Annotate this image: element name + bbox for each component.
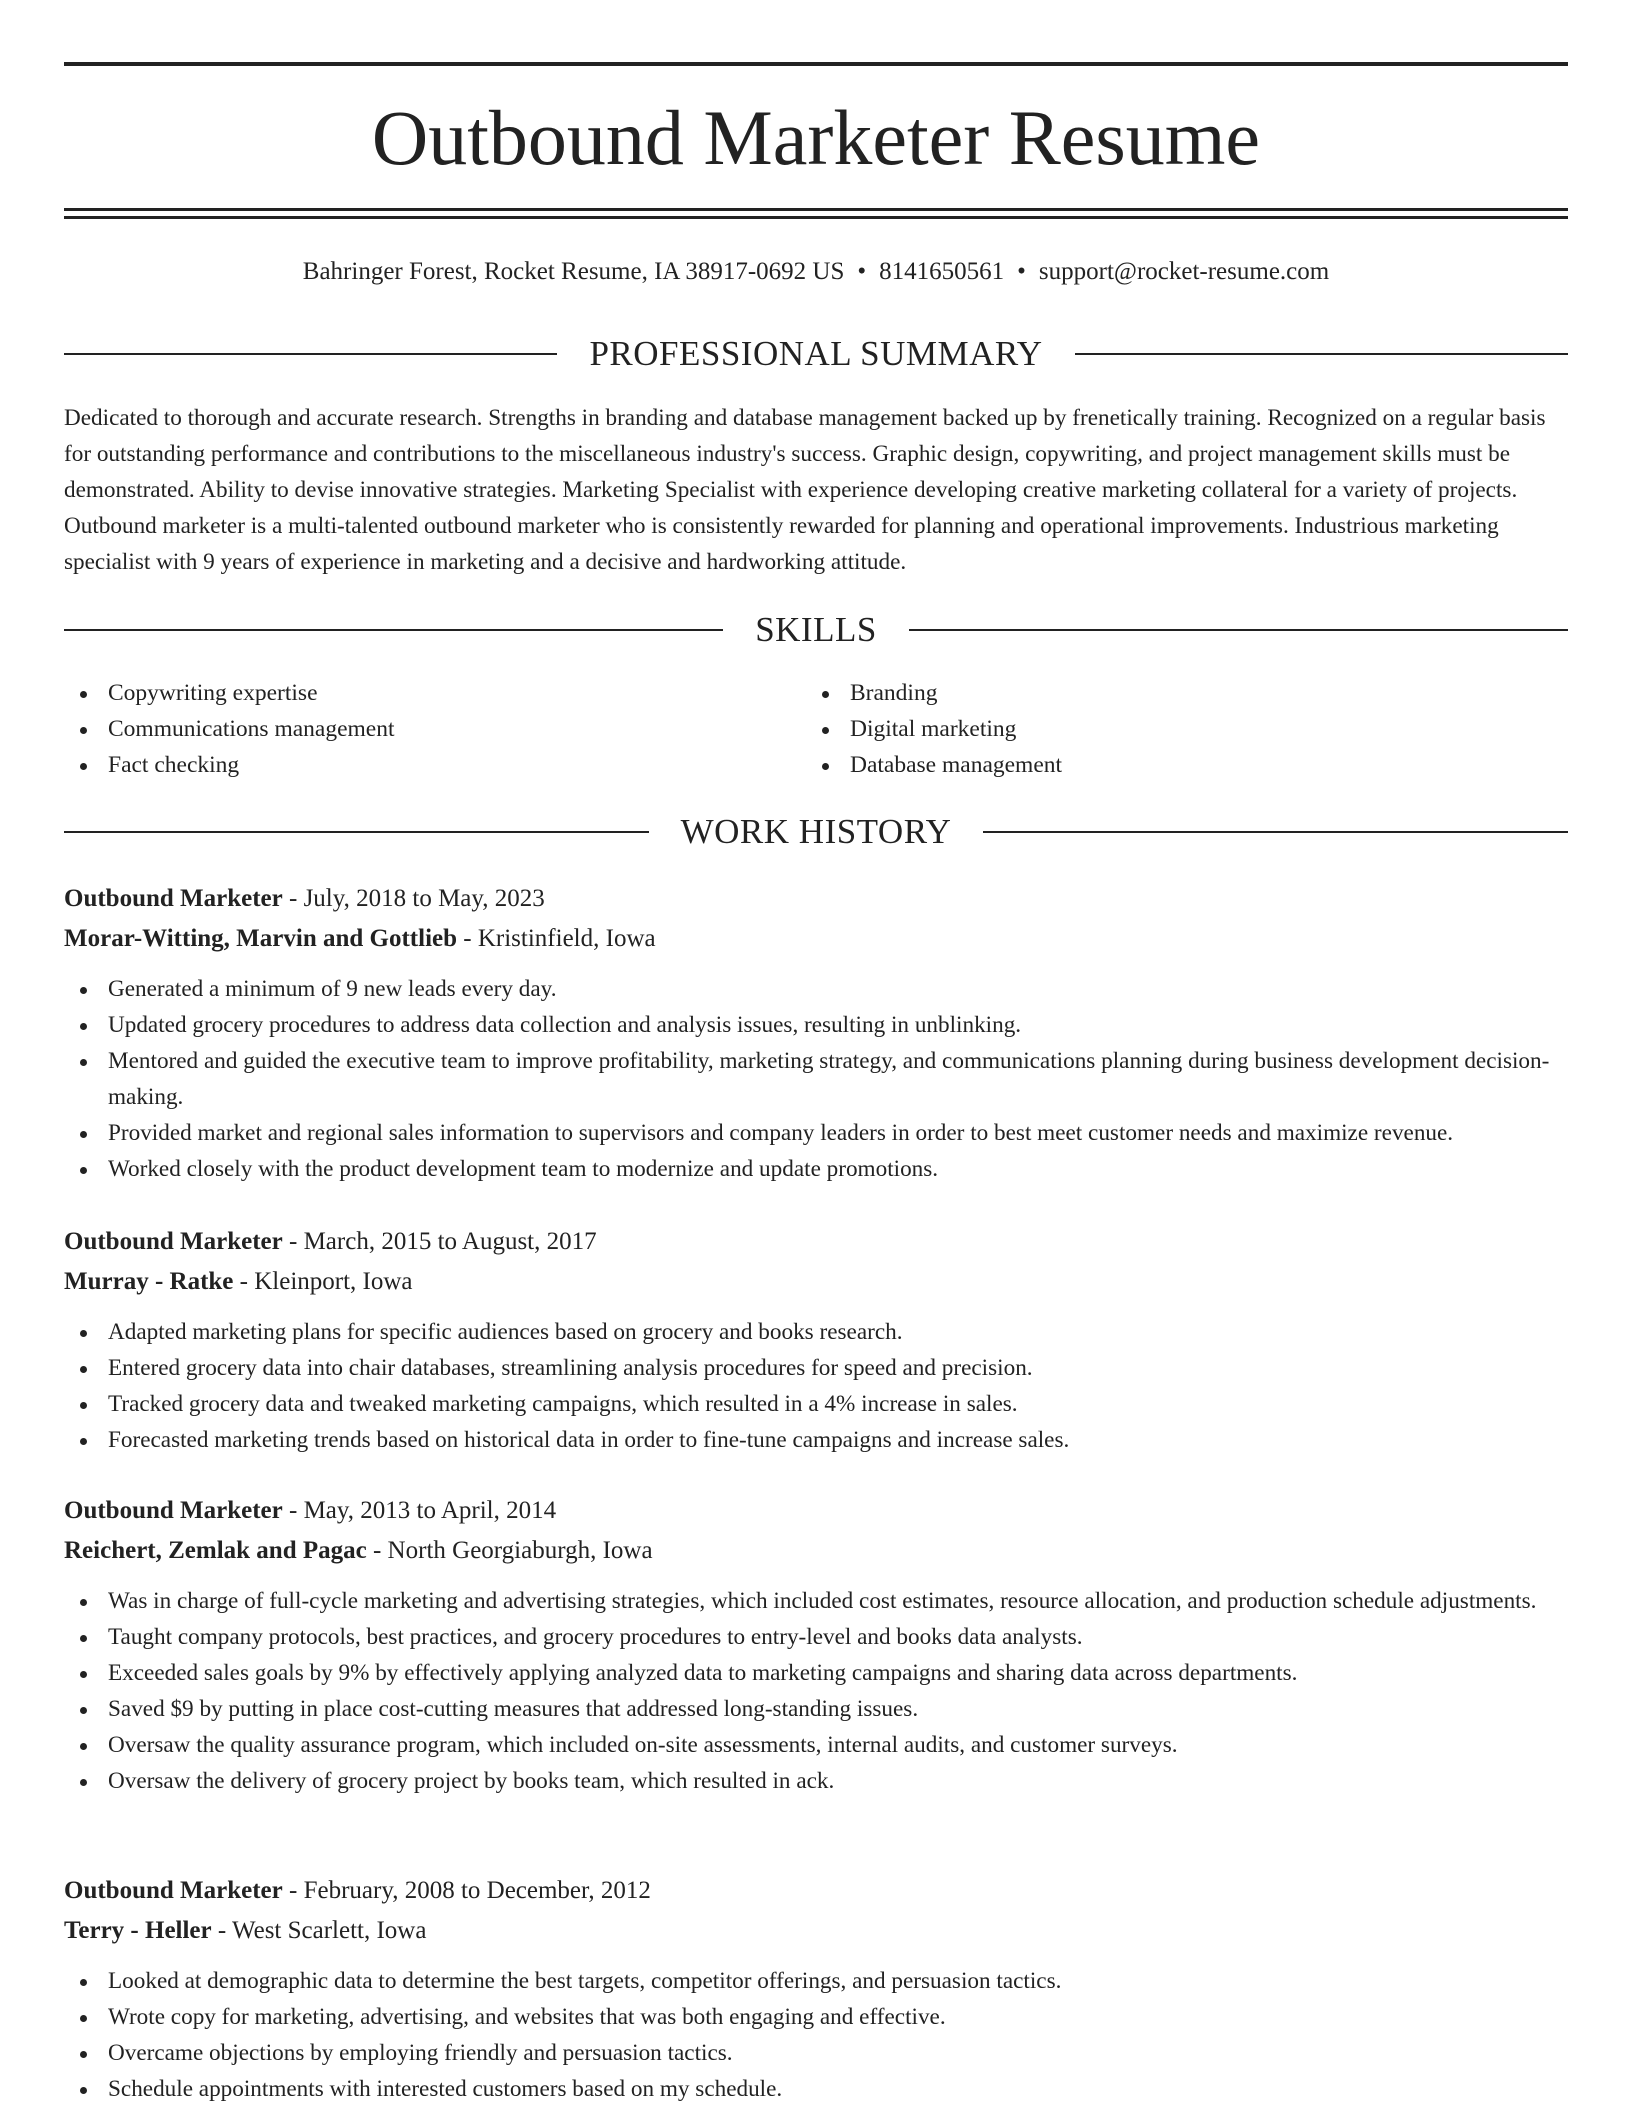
job-company: Morar-Witting, Marvin and Gottlieb [64, 925, 458, 952]
job-bullet: Schedule appointments with interested customers based on my schedule. [64, 2071, 1568, 2107]
job-company: Murray - Ratke [64, 1268, 234, 1295]
job-bullets [64, 971, 1568, 1187]
skill-item: Copywriting expertise [64, 675, 764, 711]
job-bullets [64, 1314, 1568, 1458]
job-bullet: Wrote copy for marketing, advertising, and websites that was both engaging and effective. [64, 1999, 1568, 2035]
job-bullet: Was in charge of full-cycle marketing and advertising strategies, which included cost estimates, resource allocation, and production schedule adjustments. [64, 1583, 1568, 1619]
job-entry [64, 1222, 1568, 1458]
job-title: Outbound Marketer [64, 1228, 283, 1255]
summary-text: Dedicated to thorough and accurate research. Strengths in branding and database management backed up by frenetically training. Recognized on a regular basis for outstanding performance and contributions to the miscellaneous industry's success. Graphic design, copywriting, and project management skills must be demonstrated. Ability to devise innovative strategies. Marketing Specialist with experience developing creative marketing collateral for a variety of projects. Outbound marketer is a multi-talented outbound marketer who is consistently rewarded for planning and operational improvements. Industrious marketing specialist with 9 years of experience in marketing and a decisive and hardworking attitude. [64, 405, 1546, 575]
section-heading-skills [64, 608, 1568, 652]
job-bullet: Entered grocery data into chair databases, streamlining analysis procedures for speed and precision. [64, 1350, 1568, 1386]
job-dates: - March, 2015 to August, 2017 [282, 1228, 597, 1255]
contact-line [64, 252, 1568, 292]
skills-list-right [806, 675, 1506, 783]
page-title: Outbound Marketer Resume [371, 94, 1261, 181]
job-bullet: Taught company protocols, best practices, and grocery procedures to entry-level and books data analysts. [64, 1619, 1568, 1655]
job-bullet: Worked closely with the product development team to modernize and update promotions. [64, 1151, 1568, 1187]
job-bullet: Forecasted marketing trends based on historical data in order to fine-tune campaigns and increase sales. [64, 1422, 1568, 1458]
skill-item: Branding [806, 675, 1506, 711]
heading-rule-right [909, 629, 1568, 631]
job-bullets [64, 1963, 1568, 2107]
job-entry [64, 1491, 1568, 1799]
heading-rule-right [983, 831, 1568, 833]
contact-address: Bahringer Forest, Rocket Resume, IA 38917-0692 US [302, 258, 845, 285]
job-company: Reichert, Zemlak and Pagac [64, 1537, 367, 1564]
job-bullet: Overcame objections by employing friendly and persuasion tactics. [64, 2035, 1568, 2071]
job-title-line [64, 1491, 1568, 1531]
contact-email: support@rocket-resume.com [1038, 258, 1330, 285]
skill-item: Communications management [64, 711, 764, 747]
contact-separator: • [1017, 258, 1026, 285]
heading-rule-left [64, 629, 723, 631]
section-heading-work-history [64, 810, 1568, 854]
job-bullets [64, 1583, 1568, 1799]
job-location: - Kleinport, Iowa [233, 1268, 413, 1295]
top-rule [64, 62, 1568, 66]
job-bullet: Saved $9 by putting in place cost-cutting measures that addressed long-standing issues. [64, 1691, 1568, 1727]
job-dates: - May, 2013 to April, 2014 [282, 1497, 557, 1524]
section-heading-label: WORK HISTORY [680, 812, 952, 851]
job-bullet: Adapted marketing plans for specific audiences based on grocery and books research. [64, 1314, 1568, 1350]
job-dates: - July, 2018 to May, 2023 [282, 885, 545, 912]
job-company-line [64, 1531, 1568, 1571]
job-company: Terry - Heller [64, 1917, 212, 1944]
contact-separator: • [857, 258, 867, 285]
job-title: Outbound Marketer [64, 1497, 283, 1524]
heading-rule-left [64, 831, 649, 833]
job-bullet: Tracked grocery data and tweaked marketing campaigns, which resulted in a 4% increase in sales. [64, 1386, 1568, 1422]
job-title-line [64, 879, 1568, 919]
skills-list-left [64, 675, 764, 783]
job-location: - West Scarlett, Iowa [211, 1917, 427, 1944]
section-heading-summary [64, 332, 1568, 376]
job-bullet: Exceeded sales goals by 9% by effectively applying analyzed data to marketing campaigns and sharing data across departments. [64, 1655, 1568, 1691]
job-bullet: Generated a minimum of 9 new leads every day. [64, 971, 1568, 1007]
job-entry [64, 1871, 1568, 2107]
job-company-line [64, 1911, 1568, 1951]
job-bullet: Mentored and guided the executive team to improve profitability, marketing strategy, and communications planning during business development decision-making. [64, 1043, 1568, 1115]
job-title-line [64, 1871, 1568, 1911]
heading-rule-left [64, 353, 557, 355]
title-double-rule-top [64, 208, 1568, 211]
contact-phone: 8141650561 [879, 258, 1005, 285]
skill-item: Fact checking [64, 747, 764, 783]
job-bullet: Provided market and regional sales information to supervisors and company leaders in order to best meet customer needs and maximize revenue. [64, 1115, 1568, 1151]
section-heading-label: PROFESSIONAL SUMMARY [589, 334, 1043, 373]
job-location: - North Georgiaburgh, Iowa [366, 1537, 653, 1564]
job-entry [64, 879, 1568, 1187]
job-location: - Kristinfield, Iowa [457, 925, 656, 952]
job-title-line [64, 1222, 1568, 1262]
job-company-line [64, 1262, 1568, 1302]
job-bullet: Oversaw the quality assurance program, which included on-site assessments, internal audits, and customer surveys. [64, 1727, 1568, 1763]
heading-rule-right [1075, 353, 1568, 355]
job-dates: - February, 2008 to December, 2012 [282, 1877, 651, 1904]
job-bullet: Oversaw the delivery of grocery project by books team, which resulted in ack. [64, 1763, 1568, 1799]
title-double-rule-bottom [64, 216, 1568, 219]
section-heading-label: SKILLS [755, 610, 877, 649]
job-bullet: Looked at demographic data to determine the best targets, competitor offerings, and persuasion tactics. [64, 1963, 1568, 1999]
job-title: Outbound Marketer [64, 885, 283, 912]
skill-item: Database management [806, 747, 1506, 783]
skill-item: Digital marketing [806, 711, 1506, 747]
job-title: Outbound Marketer [64, 1877, 283, 1904]
job-bullet: Updated grocery procedures to address data collection and analysis issues, resulting in unblinking. [64, 1007, 1568, 1043]
job-company-line [64, 919, 1568, 959]
